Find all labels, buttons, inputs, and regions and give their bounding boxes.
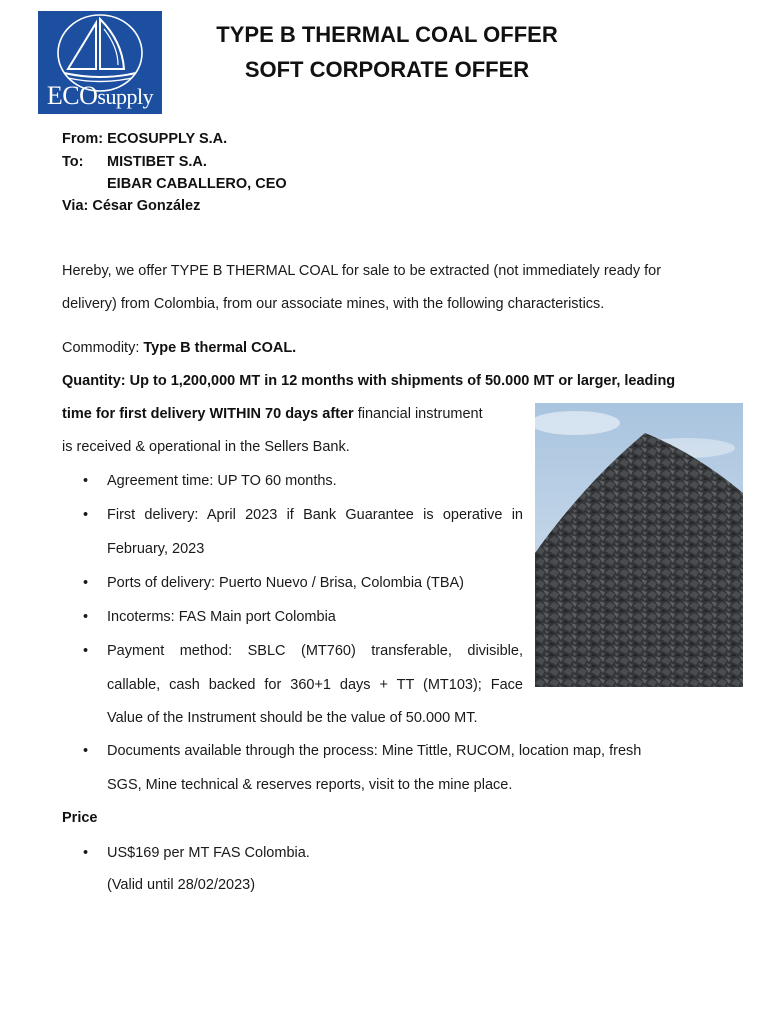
- bullet-icon: •: [83, 575, 89, 591]
- intro-line-2: delivery) from Colombia, from our associate mines, with the following characteristics.: [62, 296, 605, 312]
- quantity-line-2-normal: financial instrument: [353, 406, 483, 422]
- first-delivery-line-2: February, 2023: [107, 541, 205, 557]
- coal-pile-image: [535, 403, 743, 687]
- quantity-line-2-bold: time for first delivery WITHIN 70 days after: [62, 406, 354, 422]
- to-company: MISTIBET S.A.: [107, 154, 207, 170]
- logo-wordmark: ECOsupply: [46, 81, 154, 110]
- intro-line-1: Hereby, we offer TYPE B THERMAL COAL for sale to be extracted (not immediately ready for: [62, 263, 662, 279]
- incoterms: Incoterms: FAS Main port Colombia: [107, 609, 336, 625]
- ports-of-delivery: Ports of delivery: Puerto Nuevo / Brisa, Colombia (TBA): [107, 575, 464, 591]
- commodity-label: Commodity:: [62, 340, 144, 356]
- to-line: [62, 154, 207, 170]
- bullet-icon: •: [83, 609, 89, 625]
- document-subtitle: SOFT CORPORATE OFFER: [244, 57, 530, 82]
- payment-method-line-1: Payment method: SBLC (MT760) transferable, divisible,: [107, 643, 523, 659]
- bullet-icon: •: [83, 643, 89, 659]
- price-value: US$169 per MT FAS Colombia.: [107, 845, 310, 861]
- agreement-time: Agreement time: UP TO 60 months.: [107, 473, 337, 489]
- documents-line-2: SGS, Mine technical & reserves reports, visit to the mine place.: [107, 777, 513, 793]
- bullet-icon: •: [83, 845, 89, 861]
- first-delivery-line-1: First delivery: April 2023 if Bank Guarantee is operative in: [107, 507, 523, 523]
- quantity-line-1: Quantity: Up to 1,200,000 MT in 12 months with shipments of 50.000 MT or larger, leading: [62, 373, 676, 389]
- bullet-icon: •: [83, 507, 89, 523]
- document-title: TYPE B THERMAL COAL OFFER: [216, 22, 558, 47]
- quantity-line-3: is received & operational in the Sellers Bank.: [62, 439, 350, 455]
- from-line: From: ECOSUPPLY S.A.: [62, 131, 228, 147]
- documents-line-1: Documents available through the process: Mine Tittle, RUCOM, location map, fresh: [107, 743, 642, 759]
- price-validity: (Valid until 28/02/2023): [107, 877, 256, 893]
- payment-method-line-2: callable, cash backed for 360+1 days + TT (MT103); Face: [107, 677, 523, 693]
- commodity-value: Type B thermal COAL.: [143, 340, 297, 356]
- price-heading: Price: [62, 810, 98, 826]
- bullet-icon: •: [83, 473, 89, 489]
- to-person: EIBAR CABALLERO, CEO: [107, 176, 287, 192]
- to-label: To:: [62, 154, 84, 170]
- quantity-line-2: [62, 406, 483, 422]
- via-line: Via: César González: [62, 198, 201, 214]
- bullet-icon: •: [83, 743, 89, 759]
- payment-method-line-3: Value of the Instrument should be the value of 50.000 MT.: [107, 710, 478, 726]
- commodity-line: [62, 340, 296, 356]
- ecosupply-logo: [38, 11, 162, 114]
